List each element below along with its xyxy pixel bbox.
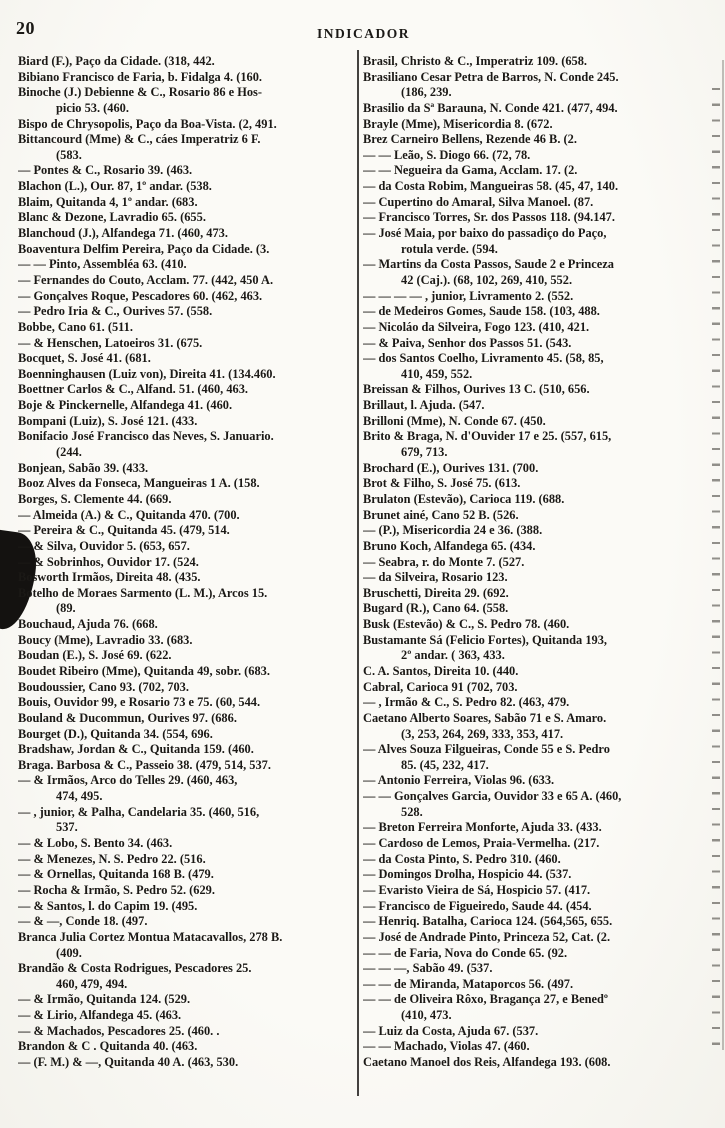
directory-entry-line: — & —, Conde 18. (497. — [18, 914, 148, 929]
directory-entry-line: — — —, Sabão 49. (537. — [363, 961, 493, 976]
directory-entry-line: Blanc & Dezone, Lavradio 65. (655. — [18, 210, 206, 225]
directory-entry-line: — , Irmão & C., S. Pedro 82. (463, 479. — [363, 695, 570, 710]
directory-entry-line: Bruno Koch, Alfandega 65. (434. — [363, 538, 536, 553]
directory-entry-line: — & Santos, l. do Capim 19. (495. — [18, 898, 198, 913]
directory-entry-line: — Rocha & Irmão, S. Pedro 52. (629. — [18, 882, 215, 897]
directory-entry-line: 460, 479, 494. — [56, 976, 128, 991]
directory-entry-line: picio 53. (460. — [56, 100, 129, 115]
directory-entry-line: Borges, S. Clemente 44. (669. — [18, 491, 172, 506]
directory-entry-line: — José Maia, por baixo do passadiço do Paço, — [363, 226, 607, 241]
directory-entry-line: Boudoussier, Cano 93. (702, 703. — [18, 679, 189, 694]
directory-entry-line: 2º andar. ( 363, 433. — [401, 648, 505, 663]
directory-entry-line: 410, 459, 552. — [401, 366, 473, 381]
directory-entry-line: Brasiliano Cesar Petra de Barros, N. Conde 245. — [363, 69, 619, 84]
directory-entry-line: C. A. Santos, Direita 10. (440. — [363, 663, 519, 678]
directory-entry-line: — Pereira & C., Quitanda 45. (479, 514. — [18, 523, 230, 538]
directory-entry-line: — Seabra, r. do Monte 7. (527. — [363, 554, 525, 569]
directory-entry-line: — & Lirio, Alfandega 45. (463. — [18, 1008, 182, 1023]
directory-entry-line: Bocquet, S. José 41. (681. — [18, 351, 151, 366]
directory-entry-line: Cabral, Carioca 91 (702, 703. — [363, 679, 518, 694]
directory-entry-line: — — Leão, S. Diogo 66. (72, 78. — [363, 147, 531, 162]
directory-entry-line: — Pontes & C., Rosario 39. (463. — [18, 163, 193, 178]
directory-entry-line: Bompani (Luiz), S. José 121. (433. — [18, 413, 198, 428]
directory-entry-line: Bugard (R.), Cano 64. (558. — [363, 601, 509, 616]
column-divider-rule — [357, 50, 359, 1096]
directory-entry-line: Bittancourd (Mme) & C., cáes Imperatriz 6 F. — [18, 132, 261, 147]
directory-entry-line: — Pedro Iria & C., Ourives 57. (558. — [18, 304, 213, 319]
directory-entry-line: Boudet Ribeiro (Mme), Quitanda 49, sobr. (683. — [18, 663, 270, 678]
directory-entry-line: — José de Andrade Pinto, Princeza 52, Cat. (2. — [363, 929, 611, 944]
directory-entry-line: Bosworth Irmãos, Direita 48. (435. — [18, 570, 201, 585]
directory-entry-line: — Cupertino do Amaral, Silva Manoel. (87. — [363, 194, 594, 209]
directory-entry-line: — Nicoláo da Silveira, Fogo 123. (410, 421. — [363, 319, 590, 334]
directory-entry-line: — (F. M.) & —, Quitanda 40 A. (463, 530. — [18, 1055, 239, 1069]
directory-entry-line: Brandão & Costa Rodrigues, Pescadores 25. — [18, 961, 252, 976]
directory-entry-line: (244. — [56, 445, 82, 460]
directory-entry-line: Brot & Filho, S. José 75. (613. — [363, 476, 521, 491]
directory-entry-line: Brillaut, l. Ajuda. (547. — [363, 398, 485, 413]
directory-entry-line: 679, 713. — [401, 445, 448, 460]
directory-entry-line: — & Irmãos, Arco do Telles 29. (460, 463, — [18, 773, 238, 788]
directory-entry-line: (583. — [56, 147, 82, 162]
directory-entry-line: Bispo de Chrysopolis, Paço da Boa-Vista. (2, 491. — [18, 116, 277, 131]
directory-entry-line: Caetano Manoel dos Reis, Alfandega 193. (608. — [363, 1055, 611, 1069]
directory-entry-line: Bibiano Francisco de Faria, b. Fidalga 4. (160. — [18, 69, 263, 84]
directory-entry-line: Brilloni (Mme), N. Conde 67. (450. — [363, 413, 546, 428]
directory-entry-line: — — — — , junior, Livramento 2. (552. — [363, 288, 574, 303]
directory-entry-line: Blaim, Quitanda 4, 1º andar. (683. — [18, 194, 198, 209]
directory-entry-line: — & Ornellas, Quitanda 168 B. (479. — [18, 867, 214, 882]
directory-entry-line: — Almeida (A.) & C., Quitanda 470. (700. — [18, 507, 240, 522]
directory-entry-line: Bouchaud, Ajuda 76. (668. — [18, 617, 158, 632]
directory-entry-line: 474, 495. — [56, 789, 103, 804]
directory-entry-line: Brunet ainé, Cano 52 B. (526. — [363, 507, 519, 522]
directory-entry-line: Bruschetti, Direita 29. (692. — [363, 585, 509, 600]
directory-entry-line: — Breton Ferreira Monforte, Ajuda 33. (433. — [363, 820, 602, 835]
directory-entry-line: Boudan (E.), S. José 69. (622. — [18, 648, 172, 663]
directory-entry-line: — — de Oliveira Rôxo, Bragança 27, e Benedº — [363, 992, 608, 1007]
directory-entry-line: 85. (45, 232, 417. — [401, 757, 489, 772]
directory-entry-line: Brulaton (Estevão), Carioca 119. (688. — [363, 491, 565, 506]
directory-entry-line: Busk (Estevão) & C., S. Pedro 78. (460. — [363, 617, 570, 632]
directory-entry-line: Boje & Pinckernelle, Alfandega 41. (460. — [18, 398, 233, 413]
directory-entry-line: (409. — [56, 945, 82, 960]
directory-entry-line: — da Costa Pinto, S. Pedro 310. (460. — [363, 851, 561, 866]
directory-entry-line: Brandon & C . Quitanda 40. (463. — [18, 1039, 198, 1054]
directory-entry-line: 528. — [401, 804, 423, 819]
directory-entry-line: — Francisco de Figueiredo, Saude 44. (454. — [363, 898, 592, 913]
directory-entry-line: (410, 473. — [401, 1008, 452, 1023]
directory-entry-line: — — Pinto, Assembléa 63. (410. — [18, 257, 187, 272]
directory-entry-line: Blanchoud (J.), Alfandega 71. (460, 473. — [18, 226, 228, 241]
directory-entry-line: Biard (F.), Paço da Cidade. (318, 442. — [18, 54, 215, 68]
directory-entry-line: Boettner Carlos & C., Alfand. 51. (460, 463. — [18, 382, 249, 397]
right-column — [363, 54, 719, 1071]
directory-entry-line: — Luiz da Costa, Ajuda 67. (537. — [363, 1023, 539, 1038]
directory-entry-line: — — Negueira da Gama, Acclam. 17. (2. — [363, 163, 578, 178]
directory-entry-line: — & Sobrinhos, Ouvidor 17. (524. — [18, 554, 199, 569]
directory-entry-line: — da Silveira, Rosario 123. — [363, 570, 508, 585]
directory-entry-line: — — Machado, Violas 47. (460. — [363, 1039, 530, 1054]
directory-entry-line: — Domingos Drolha, Hospicio 44. (537. — [363, 867, 572, 882]
directory-entry-line: — — de Miranda, Mataporcos 56. (497. — [363, 976, 574, 991]
directory-entry-line: — Antonio Ferreira, Violas 96. (633. — [363, 773, 555, 788]
directory-entry-line: — & Silva, Ouvidor 5. (653, 657. — [18, 538, 190, 553]
directory-entry-line: — — de Faria, Nova do Conde 65. (92. — [363, 945, 568, 960]
directory-entry-line: — da Costa Robim, Mangueiras 58. (45, 47, 140. — [363, 179, 619, 194]
directory-entry-line: Boucy (Mme), Lavradio 33. (683. — [18, 632, 193, 647]
directory-entry-line: — Francisco Torres, Sr. dos Passos 118. (94.147. — [363, 210, 615, 225]
directory-entry-line: — — Gonçalves Garcia, Ouvidor 33 e 65 A. (460, — [363, 789, 622, 804]
directory-entry-line: Bonjean, Sabão 39. (433. — [18, 460, 149, 475]
directory-entry-line: — Cardoso de Lemos, Praia-Vermelha. (217. — [363, 836, 600, 851]
directory-entry-line: — (P.), Misericordia 24 e 36. (388. — [363, 523, 543, 538]
directory-entry-line: Bourget (D.), Quitanda 34. (554, 696. — [18, 726, 213, 741]
directory-entry-line: (186, 239. — [401, 85, 452, 100]
directory-entry-line: (3, 253, 264, 269, 333, 353, 417. — [401, 726, 564, 741]
directory-entry-line: — & Paiva, Senhor dos Passos 51. (543. — [363, 335, 572, 350]
directory-entry-line: Bouis, Ouvidor 99, e Rosario 73 e 75. (60, 544. — [18, 695, 261, 710]
page-edge-rule — [722, 60, 724, 1050]
directory-entry-line: 42 (Caj.). (68, 102, 269, 410, 552. — [401, 272, 573, 287]
directory-entry-line: — , junior, & Palha, Candelaria 35. (460, 516, — [18, 804, 260, 819]
directory-entry-line: Caetano Alberto Soares, Sabão 71 e S. Amaro. — [363, 710, 607, 725]
directory-entry-line: Branca Julia Cortez Montua Matacavallos, 278 B. — [18, 929, 283, 944]
directory-entry-line: Blachon (L.), Our. 87, 1º andar. (538. — [18, 179, 212, 194]
directory-entry-line: — & Henschen, Latoeiros 31. (675. — [18, 335, 203, 350]
page-number: 20 — [16, 18, 35, 38]
directory-entry-line: Breissan & Filhos, Ourives 13 C. (510, 656. — [363, 382, 590, 397]
page-header-title: INDICADOR — [317, 26, 411, 41]
directory-entry-line: — Fernandes do Couto, Acclam. 77. (442, 450 A. — [18, 272, 274, 287]
directory-entry-line: — & Lobo, S. Bento 34. (463. — [18, 836, 173, 851]
directory-entry-line: — Gonçalves Roque, Pescadores 60. (462, 463. — [18, 288, 263, 303]
directory-entry-line: Booz Alves da Fonseca, Mangueiras 1 A. (158. — [18, 476, 260, 491]
directory-entry-line: Bouland & Ducommun, Ourives 97. (686. — [18, 710, 237, 725]
directory-entry-line: Boaventura Delfim Pereira, Paço da Cidade. (3. — [18, 241, 270, 256]
directory-entry-line: (89. — [56, 601, 76, 616]
directory-entry-line: Binoche (J.) Debienne & C., Rosario 86 e Hos- — [18, 85, 263, 100]
directory-entry-line: — Martins da Costa Passos, Saude 2 e Princeza — [363, 257, 614, 272]
left-column — [18, 54, 356, 1071]
directory-entry-line: — & Menezes, N. S. Pedro 22. (516. — [18, 851, 206, 866]
directory-entry-line: — Henriq. Batalha, Carioca 124. (564,565, 655. — [363, 914, 613, 929]
directory-entry-line: Braga. Barbosa & C., Passeio 38. (479, 514, 537. — [18, 757, 271, 772]
directory-entry-line: — Evaristo Vieira de Sá, Hospicio 57. (417. — [363, 882, 591, 897]
directory-entry-line: — Alves Souza Filgueiras, Conde 55 e S. Pedro — [363, 742, 610, 757]
directory-entry-line: Brasil, Christo & C., Imperatriz 109. (658. — [363, 54, 588, 68]
directory-entry-line: — de Medeiros Gomes, Saude 158. (103, 488. — [363, 304, 600, 319]
directory-entry-line: Boenninghausen (Luiz von), Direita 41. (134.460. — [18, 366, 276, 381]
directory-entry-line: — & Irmão, Quitanda 124. (529. — [18, 992, 191, 1007]
directory-entry-line: Bobbe, Cano 61. (511. — [18, 319, 133, 334]
directory-entry-line: Bradshaw, Jordan & C., Quitanda 159. (460. — [18, 742, 254, 757]
directory-entry-line: Brayle (Mme), Misericordia 8. (672. — [363, 116, 553, 131]
directory-entry-line: 537. — [56, 820, 78, 835]
directory-entry-line: — & Machados, Pescadores 25. (460. . — [18, 1023, 220, 1038]
directory-entry-line: — dos Santos Coelho, Livramento 45. (58, 85, — [363, 351, 604, 366]
directory-entry-line: rotula verde. (594. — [401, 241, 498, 256]
directory-entry-line: Brez Carneiro Bellens, Rezende 46 B. (2. — [363, 132, 577, 147]
directory-entry-line: Brasilio da Sª Barauna, N. Conde 421. (477, 494. — [363, 100, 618, 115]
directory-entry-line: Bustamante Sá (Felicio Fortes), Quitanda 193, — [363, 632, 608, 647]
directory-entry-line: Bonifacio José Francisco das Neves, S. Januario. — [18, 429, 274, 444]
directory-entry-line: Botelho de Moraes Sarmento (L. M.), Arcos 15. — [18, 585, 268, 600]
directory-entry-line: Brochard (E.), Ourives 131. (700. — [363, 460, 539, 475]
directory-entry-line: Brito & Braga, N. d'Ouvider 17 e 25. (557, 615, — [363, 429, 612, 444]
